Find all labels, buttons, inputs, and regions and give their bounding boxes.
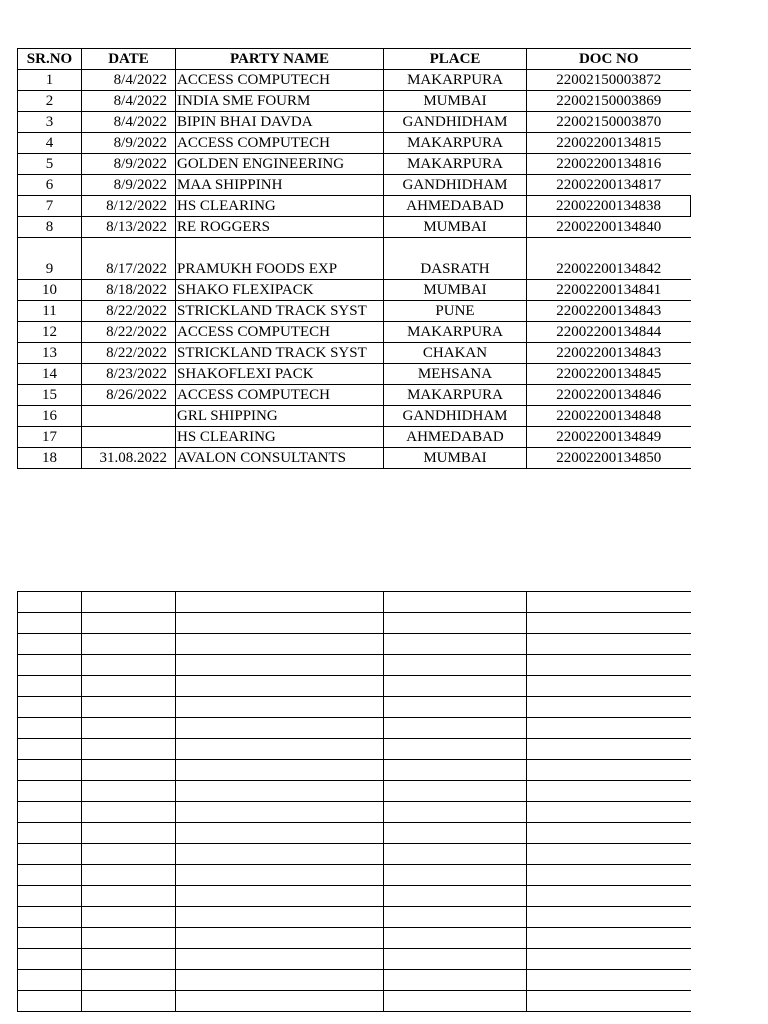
empty-date-cell[interactable]: [82, 865, 176, 886]
empty-date-cell[interactable]: [82, 592, 176, 613]
doc-no-cell[interactable]: 22002200134845: [527, 364, 691, 385]
table-row: [18, 238, 691, 280]
party-name-cell[interactable]: HS CLEARING: [176, 427, 384, 448]
date-cell[interactable]: 8/26/2022: [82, 385, 176, 406]
empty-party-name-cell[interactable]: [176, 655, 384, 676]
date-cell[interactable]: 8/4/2022: [82, 70, 176, 91]
empty-row: [18, 760, 691, 781]
party-name-cell[interactable]: HS CLEARING: [176, 196, 384, 217]
empty-date-cell[interactable]: [82, 886, 176, 907]
empty-doc-no-cell[interactable]: [527, 802, 691, 823]
empty-doc-no-cell[interactable]: [527, 739, 691, 760]
empty-place-cell[interactable]: [384, 991, 527, 1012]
empty-place-cell[interactable]: [384, 865, 527, 886]
empty-row: [18, 823, 691, 844]
date-cell[interactable]: 8/9/2022: [82, 154, 176, 175]
table-row: [18, 406, 691, 427]
place-cell[interactable]: MAKARPURA: [384, 133, 527, 154]
empty-place-cell[interactable]: [384, 739, 527, 760]
sr-no-cell[interactable]: 2: [18, 91, 82, 112]
empty-row: [18, 676, 691, 697]
empty-sr-no-cell[interactable]: [18, 886, 82, 907]
sr-no-cell[interactable]: 16: [18, 406, 82, 427]
place-cell[interactable]: MAKARPURA: [384, 322, 527, 343]
table-row: [18, 385, 691, 406]
table-row: [18, 322, 691, 343]
empty-place-cell[interactable]: [384, 823, 527, 844]
empty-party-name-cell[interactable]: [176, 991, 384, 1012]
sr-no-cell[interactable]: 17: [18, 427, 82, 448]
place-cell[interactable]: MUMBAI: [384, 91, 527, 112]
empty-party-name-cell[interactable]: [176, 970, 384, 991]
empty-date-cell[interactable]: [82, 613, 176, 634]
doc-no-cell[interactable]: 22002200134849: [527, 427, 691, 448]
empty-sr-no-cell[interactable]: [18, 949, 82, 970]
table-row: [18, 112, 691, 133]
party-name-cell[interactable]: SHAKOFLEXI PACK: [176, 364, 384, 385]
empty-place-cell[interactable]: [384, 781, 527, 802]
date-cell[interactable]: 8/4/2022: [82, 91, 176, 112]
empty-doc-no-cell[interactable]: [527, 655, 691, 676]
doc-no-cell[interactable]: 22002200134838: [527, 196, 691, 217]
sr-no-cell[interactable]: 12: [18, 322, 82, 343]
empty-row: [18, 655, 691, 676]
empty-party-name-cell[interactable]: [176, 865, 384, 886]
place-cell[interactable]: MUMBAI: [384, 217, 527, 238]
empty-sr-no-cell[interactable]: [18, 676, 82, 697]
place-cell[interactable]: AHMEDABAD: [384, 427, 527, 448]
place-cell[interactable]: MUMBAI: [384, 448, 527, 469]
place-cell[interactable]: MEHSANA: [384, 364, 527, 385]
sr-no-cell[interactable]: 11: [18, 301, 82, 322]
party-name-cell[interactable]: PRAMUKH FOODS EXP: [176, 238, 384, 280]
place-cell[interactable]: MAKARPURA: [384, 70, 527, 91]
date-cell[interactable]: 8/22/2022: [82, 301, 176, 322]
date-cell[interactable]: 8/18/2022: [82, 280, 176, 301]
doc-no-cell[interactable]: 22002200134816: [527, 154, 691, 175]
empty-date-cell[interactable]: [82, 928, 176, 949]
empty-row: [18, 886, 691, 907]
date-cell[interactable]: 8/22/2022: [82, 343, 176, 364]
empty-place-cell[interactable]: [384, 928, 527, 949]
table-row: [18, 133, 691, 154]
empty-sr-no-cell[interactable]: [18, 592, 82, 613]
empty-row: [18, 634, 691, 655]
empty-party-name-cell[interactable]: [176, 886, 384, 907]
empty-party-name-cell[interactable]: [176, 613, 384, 634]
sr-no-cell[interactable]: 9: [18, 238, 82, 280]
empty-party-name-cell[interactable]: [176, 697, 384, 718]
empty-doc-no-cell[interactable]: [527, 718, 691, 739]
date-cell[interactable]: 8/4/2022: [82, 112, 176, 133]
empty-sr-no-cell[interactable]: [18, 802, 82, 823]
empty-place-cell[interactable]: [384, 970, 527, 991]
empty-row: [18, 865, 691, 886]
empty-party-name-cell[interactable]: [176, 760, 384, 781]
table-row: [18, 343, 691, 364]
empty-place-cell[interactable]: [384, 697, 527, 718]
doc-no-cell[interactable]: 22002200134841: [527, 280, 691, 301]
empty-date-cell[interactable]: [82, 844, 176, 865]
empty-doc-no-cell[interactable]: [527, 697, 691, 718]
empty-doc-no-cell[interactable]: [527, 781, 691, 802]
empty-place-cell[interactable]: [384, 760, 527, 781]
party-name-cell[interactable]: STRICKLAND TRACK SYST: [176, 301, 384, 322]
empty-place-cell[interactable]: [384, 634, 527, 655]
empty-party-name-cell[interactable]: [176, 739, 384, 760]
date-cell[interactable]: [82, 427, 176, 448]
empty-doc-no-cell[interactable]: [527, 886, 691, 907]
sr-no-cell[interactable]: 8: [18, 217, 82, 238]
empty-doc-no-cell[interactable]: [527, 634, 691, 655]
empty-place-cell[interactable]: [384, 613, 527, 634]
doc-no-cell[interactable]: 22002200134848: [527, 406, 691, 427]
date-cell[interactable]: 8/23/2022: [82, 364, 176, 385]
empty-doc-no-cell[interactable]: [527, 928, 691, 949]
place-cell[interactable]: GANDHIDHAM: [384, 406, 527, 427]
empty-doc-no-cell[interactable]: [527, 676, 691, 697]
empty-party-name-cell[interactable]: [176, 592, 384, 613]
header-place: PLACE: [384, 49, 527, 70]
date-cell[interactable]: 8/12/2022: [82, 196, 176, 217]
empty-date-cell[interactable]: [82, 802, 176, 823]
doc-no-cell[interactable]: 22002150003870: [527, 112, 691, 133]
sr-no-cell[interactable]: 5: [18, 154, 82, 175]
table-row: [18, 448, 691, 469]
empty-row: [18, 928, 691, 949]
party-name-cell[interactable]: RE ROGGERS: [176, 217, 384, 238]
party-name-cell[interactable]: ACCESS COMPUTECH: [176, 133, 384, 154]
empty-row: [18, 697, 691, 718]
empty-party-name-cell[interactable]: [176, 907, 384, 928]
place-cell[interactable]: AHMEDABAD: [384, 196, 527, 217]
table-row: [18, 196, 691, 217]
empty-sr-no-cell[interactable]: [18, 844, 82, 865]
doc-no-cell[interactable]: 22002200134843: [527, 343, 691, 364]
empty-row: [18, 739, 691, 760]
empty-grid-table: [17, 591, 691, 1012]
empty-row: [18, 802, 691, 823]
empty-place-cell[interactable]: [384, 718, 527, 739]
empty-date-cell[interactable]: [82, 718, 176, 739]
empty-date-cell[interactable]: [82, 634, 176, 655]
doc-no-cell[interactable]: 22002200134842: [527, 238, 691, 280]
empty-sr-no-cell[interactable]: [18, 991, 82, 1012]
empty-row: [18, 592, 691, 613]
empty-doc-no-cell[interactable]: [527, 949, 691, 970]
date-cell[interactable]: 31.08.2022: [82, 448, 176, 469]
empty-date-cell[interactable]: [82, 781, 176, 802]
place-cell[interactable]: MUMBAI: [384, 280, 527, 301]
empty-row: [18, 907, 691, 928]
party-name-cell[interactable]: GRL SHIPPING: [176, 406, 384, 427]
empty-party-name-cell[interactable]: [176, 718, 384, 739]
empty-date-cell[interactable]: [82, 739, 176, 760]
header-sr-no: SR.NO: [18, 49, 82, 70]
header-row: [18, 49, 691, 70]
empty-place-cell[interactable]: [384, 949, 527, 970]
table-row: [18, 301, 691, 322]
empty-doc-no-cell[interactable]: [527, 844, 691, 865]
empty-row: [18, 970, 691, 991]
party-document-table: [17, 48, 691, 469]
empty-sr-no-cell[interactable]: [18, 907, 82, 928]
sr-no-cell[interactable]: 10: [18, 280, 82, 301]
table-row: [18, 154, 691, 175]
empty-row: [18, 949, 691, 970]
doc-no-cell[interactable]: 22002200134846: [527, 385, 691, 406]
empty-date-cell[interactable]: [82, 697, 176, 718]
doc-no-cell[interactable]: 22002150003869: [527, 91, 691, 112]
header-doc-no: DOC NO: [527, 49, 691, 70]
empty-date-cell[interactable]: [82, 676, 176, 697]
doc-no-cell[interactable]: 22002200134844: [527, 322, 691, 343]
doc-no-cell[interactable]: 22002200134843: [527, 301, 691, 322]
place-cell[interactable]: PUNE: [384, 301, 527, 322]
party-name-cell[interactable]: GOLDEN ENGINEERING: [176, 154, 384, 175]
party-name-cell[interactable]: MAA SHIPPINH: [176, 175, 384, 196]
empty-sr-no-cell[interactable]: [18, 739, 82, 760]
empty-sr-no-cell[interactable]: [18, 760, 82, 781]
date-cell[interactable]: 8/17/2022: [82, 238, 176, 280]
party-name-cell[interactable]: STRICKLAND TRACK SYST: [176, 343, 384, 364]
sr-no-cell[interactable]: 4: [18, 133, 82, 154]
date-cell[interactable]: 8/13/2022: [82, 217, 176, 238]
empty-doc-no-cell[interactable]: [527, 823, 691, 844]
empty-place-cell[interactable]: [384, 907, 527, 928]
empty-place-cell[interactable]: [384, 844, 527, 865]
empty-sr-no-cell[interactable]: [18, 655, 82, 676]
sr-no-cell[interactable]: 14: [18, 364, 82, 385]
place-cell[interactable]: CHAKAN: [384, 343, 527, 364]
place-cell[interactable]: GANDHIDHAM: [384, 175, 527, 196]
sr-no-cell[interactable]: 18: [18, 448, 82, 469]
empty-doc-no-cell[interactable]: [527, 613, 691, 634]
empty-row: [18, 844, 691, 865]
empty-date-cell[interactable]: [82, 949, 176, 970]
empty-party-name-cell[interactable]: [176, 823, 384, 844]
header-party-name: PARTY NAME: [176, 49, 384, 70]
sr-no-cell[interactable]: 15: [18, 385, 82, 406]
sr-no-cell[interactable]: 1: [18, 70, 82, 91]
empty-party-name-cell[interactable]: [176, 781, 384, 802]
empty-doc-no-cell[interactable]: [527, 970, 691, 991]
empty-row: [18, 991, 691, 1012]
date-cell[interactable]: 8/9/2022: [82, 175, 176, 196]
empty-sr-no-cell[interactable]: [18, 823, 82, 844]
party-name-cell[interactable]: BIPIN BHAI DAVDA: [176, 112, 384, 133]
empty-row: [18, 718, 691, 739]
table-row: [18, 280, 691, 301]
place-cell[interactable]: GANDHIDHAM: [384, 112, 527, 133]
date-cell[interactable]: 8/9/2022: [82, 133, 176, 154]
empty-party-name-cell[interactable]: [176, 844, 384, 865]
empty-date-cell[interactable]: [82, 760, 176, 781]
doc-no-cell[interactable]: 22002200134850: [527, 448, 691, 469]
empty-date-cell[interactable]: [82, 970, 176, 991]
empty-date-cell[interactable]: [82, 655, 176, 676]
table-row: [18, 175, 691, 196]
place-cell[interactable]: DASRATH: [384, 238, 527, 280]
empty-sr-no-cell[interactable]: [18, 865, 82, 886]
party-name-cell[interactable]: ACCESS COMPUTECH: [176, 385, 384, 406]
party-name-cell[interactable]: INDIA SME FOURM: [176, 91, 384, 112]
table-row: [18, 427, 691, 448]
empty-date-cell[interactable]: [82, 991, 176, 1012]
empty-party-name-cell[interactable]: [176, 634, 384, 655]
empty-place-cell[interactable]: [384, 886, 527, 907]
empty-place-cell[interactable]: [384, 592, 527, 613]
sr-no-cell[interactable]: 3: [18, 112, 82, 133]
empty-party-name-cell[interactable]: [176, 928, 384, 949]
empty-party-name-cell[interactable]: [176, 676, 384, 697]
empty-sr-no-cell[interactable]: [18, 781, 82, 802]
empty-doc-no-cell[interactable]: [527, 991, 691, 1012]
empty-doc-no-cell[interactable]: [527, 907, 691, 928]
empty-date-cell[interactable]: [82, 907, 176, 928]
empty-party-name-cell[interactable]: [176, 949, 384, 970]
empty-row: [18, 613, 691, 634]
empty-doc-no-cell[interactable]: [527, 865, 691, 886]
place-cell[interactable]: MAKARPURA: [384, 385, 527, 406]
date-cell[interactable]: 8/22/2022: [82, 322, 176, 343]
empty-party-name-cell[interactable]: [176, 802, 384, 823]
place-cell[interactable]: MAKARPURA: [384, 154, 527, 175]
empty-sr-no-cell[interactable]: [18, 697, 82, 718]
sr-no-cell[interactable]: 7: [18, 196, 82, 217]
empty-doc-no-cell[interactable]: [527, 760, 691, 781]
empty-doc-no-cell[interactable]: [527, 592, 691, 613]
header-date: DATE: [82, 49, 176, 70]
doc-no-cell[interactable]: 22002150003872: [527, 70, 691, 91]
empty-date-cell[interactable]: [82, 823, 176, 844]
party-name-cell[interactable]: AVALON CONSULTANTS: [176, 448, 384, 469]
empty-place-cell[interactable]: [384, 655, 527, 676]
sr-no-cell[interactable]: 13: [18, 343, 82, 364]
empty-sr-no-cell[interactable]: [18, 718, 82, 739]
empty-sr-no-cell[interactable]: [18, 634, 82, 655]
empty-place-cell[interactable]: [384, 676, 527, 697]
empty-place-cell[interactable]: [384, 802, 527, 823]
empty-row: [18, 781, 691, 802]
table-row: [18, 364, 691, 385]
table-row: [18, 217, 691, 238]
date-cell[interactable]: [82, 406, 176, 427]
party-name-cell[interactable]: ACCESS COMPUTECH: [176, 70, 384, 91]
doc-no-cell[interactable]: 22002200134840: [527, 217, 691, 238]
party-name-cell[interactable]: SHAKO FLEXIPACK: [176, 280, 384, 301]
sr-no-cell[interactable]: 6: [18, 175, 82, 196]
empty-sr-no-cell[interactable]: [18, 613, 82, 634]
doc-no-cell[interactable]: 22002200134815: [527, 133, 691, 154]
empty-sr-no-cell[interactable]: [18, 970, 82, 991]
table-row: [18, 70, 691, 91]
party-name-cell[interactable]: ACCESS COMPUTECH: [176, 322, 384, 343]
table-row: [18, 91, 691, 112]
empty-sr-no-cell[interactable]: [18, 928, 82, 949]
doc-no-cell[interactable]: 22002200134817: [527, 175, 691, 196]
